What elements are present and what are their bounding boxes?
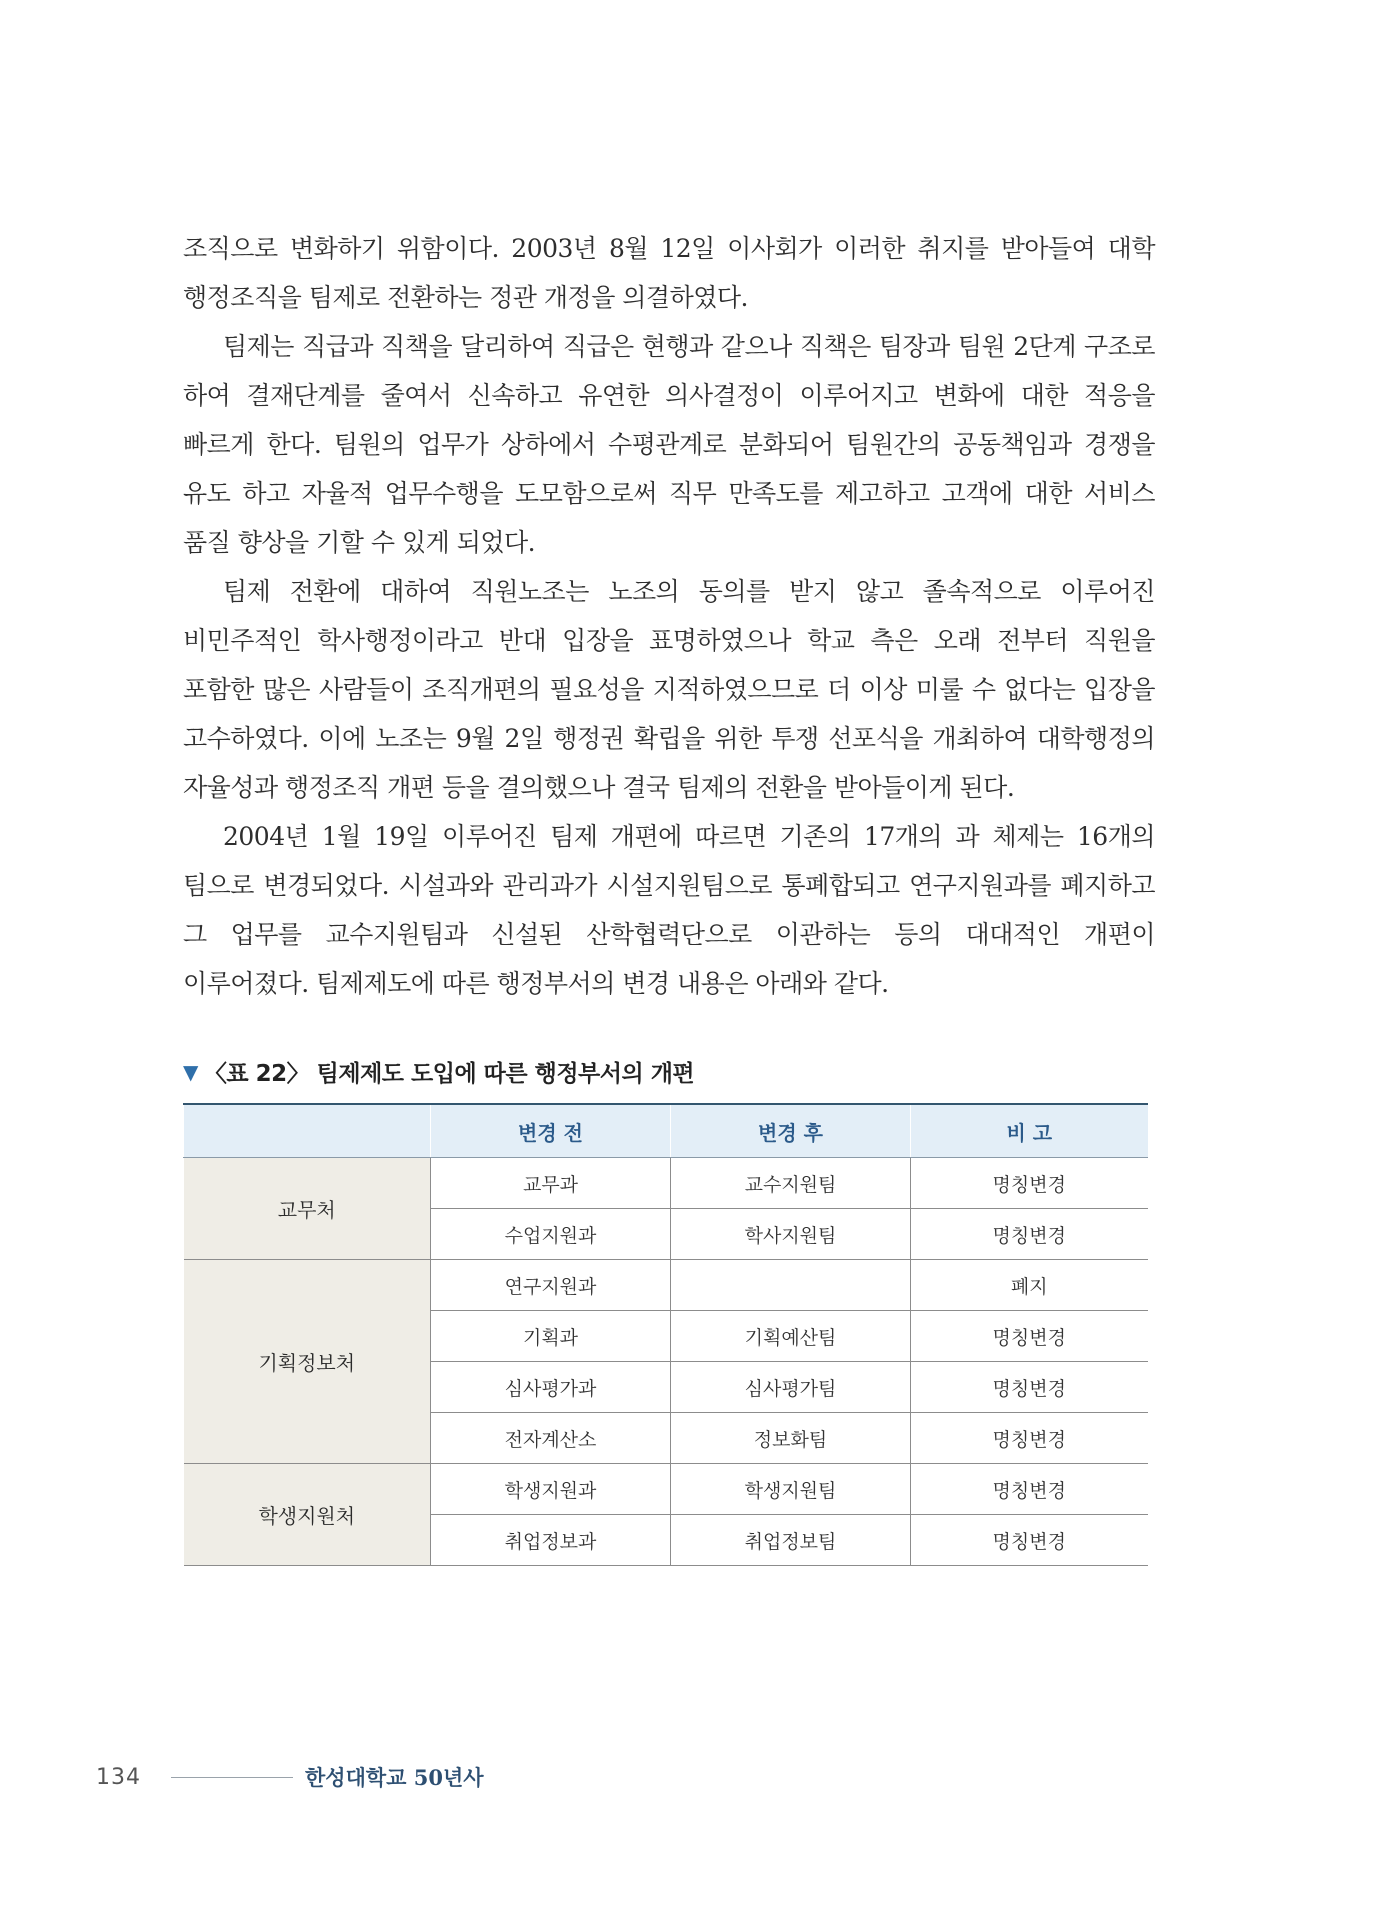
cell-note: 명칭변경 [911,1464,1148,1515]
header-before: 변경 전 [431,1104,671,1158]
paragraph-2: 팀제는 직급과 직책을 달리하여 직급은 현행과 같으나 직책은 팀장과 팀원 2단계 구조로 하여 결재단계를 줄여서 신속하고 유연한 의사결정이 이루어지고 변화에 대한 적응을 빠르게 한다. 팀원의 업무가 상하에서 수평관계로 분화되어 팀원간의 공동책임과 경쟁을 유도 하고 자율적 업무수행을 도모함으로써 직무 만족도를 제고하고 고객에 대한 서비스 품질 향상을 기할 수 있게 되었다. [183,332,1155,557]
table-caption-text: 〈표 22〉 팀제제도 도입에 따른 행정부서의 개편 [203,1061,695,1087]
cell-before: 기획과 [431,1311,671,1362]
table-header-row [184,1104,1148,1158]
cell-after [671,1260,911,1311]
header-blank [184,1104,431,1158]
cell-after: 취업정보팀 [671,1515,911,1566]
cell-note: 명칭변경 [911,1209,1148,1260]
cell-before: 심사평가과 [431,1362,671,1413]
table-row [184,1158,1148,1209]
header-after: 변경 후 [671,1104,911,1158]
group-name: 교무처 [184,1158,431,1260]
cell-after: 학사지원팀 [671,1209,911,1260]
paragraph-1: 조직으로 변화하기 위함이다. 2003년 8월 12일 이사회가 이러한 취지를 받아들여 대학 행정조직을 팀제로 전환하는 정관 개정을 의결하였다. [183,234,1155,312]
cell-note: 명칭변경 [911,1158,1148,1209]
cell-note: 명칭변경 [911,1311,1148,1362]
cell-before: 수업지원과 [431,1209,671,1260]
cell-note: 폐지 [911,1260,1148,1311]
department-table [183,1103,1148,1566]
footer-divider [171,1777,293,1778]
book-title: 한성대학교 50년사 [305,1765,484,1790]
table-row [184,1464,1148,1515]
cell-after: 정보화팀 [671,1413,911,1464]
paragraph-3: 팀제 전환에 대하여 직원노조는 노조의 동의를 받지 않고 졸속적으로 이루어진 비민주적인 학사행정이라고 반대 입장을 표명하였으나 학교 측은 오래 전부터 직원을 포함한 많은 사람들이 조직개편의 필요성을 지적하였으므로 더 이상 미룰 수 없다는 입장을 고수하였다. 이에 노조는 9월 2일 행정권 확립을 위한 투쟁 선포식을 개최하여 대학행정의 자율성과 행정조직 개편 등을 결의했으나 결국 팀제의 전환을 받아들이게 된다. [183,577,1155,802]
cell-after: 학생지원팀 [671,1464,911,1515]
cell-after: 심사평가팀 [671,1362,911,1413]
cell-before: 학생지원과 [431,1464,671,1515]
group-name: 기획정보처 [184,1260,431,1464]
group-name: 학생지원처 [184,1464,431,1566]
cell-before: 교무과 [431,1158,671,1209]
header-note: 비 고 [911,1104,1148,1158]
cell-note: 명칭변경 [911,1362,1148,1413]
cell-before: 전자계산소 [431,1413,671,1464]
cell-note: 명칭변경 [911,1515,1148,1566]
paragraph-4: 2004년 1월 19일 이루어진 팀제 개편에 따르면 기존의 17개의 과 체제는 16개의 팀으로 변경되었다. 시설과와 관리과가 시설지원팀으로 통폐합되고 연구지원과를 폐지하고 그 업무를 교수지원팀과 신설된 산학협력단으로 이관하는 등의 대대적인 개편이 이루어졌다. 팀제제도에 따른 행정부서의 변경 내용은 아래와 같다. [183,822,1155,998]
cell-note: 명칭변경 [911,1413,1148,1464]
triangle-down-icon: ▼ [183,1059,198,1084]
cell-after: 교수지원팀 [671,1158,911,1209]
table-row [184,1260,1148,1311]
body-text [183,224,1155,1008]
page-number: 134 [96,1764,141,1790]
table-caption [183,1055,694,1088]
page-footer [96,1762,484,1792]
cell-before: 취업정보과 [431,1515,671,1566]
cell-after: 기획예산팀 [671,1311,911,1362]
cell-before: 연구지원과 [431,1260,671,1311]
